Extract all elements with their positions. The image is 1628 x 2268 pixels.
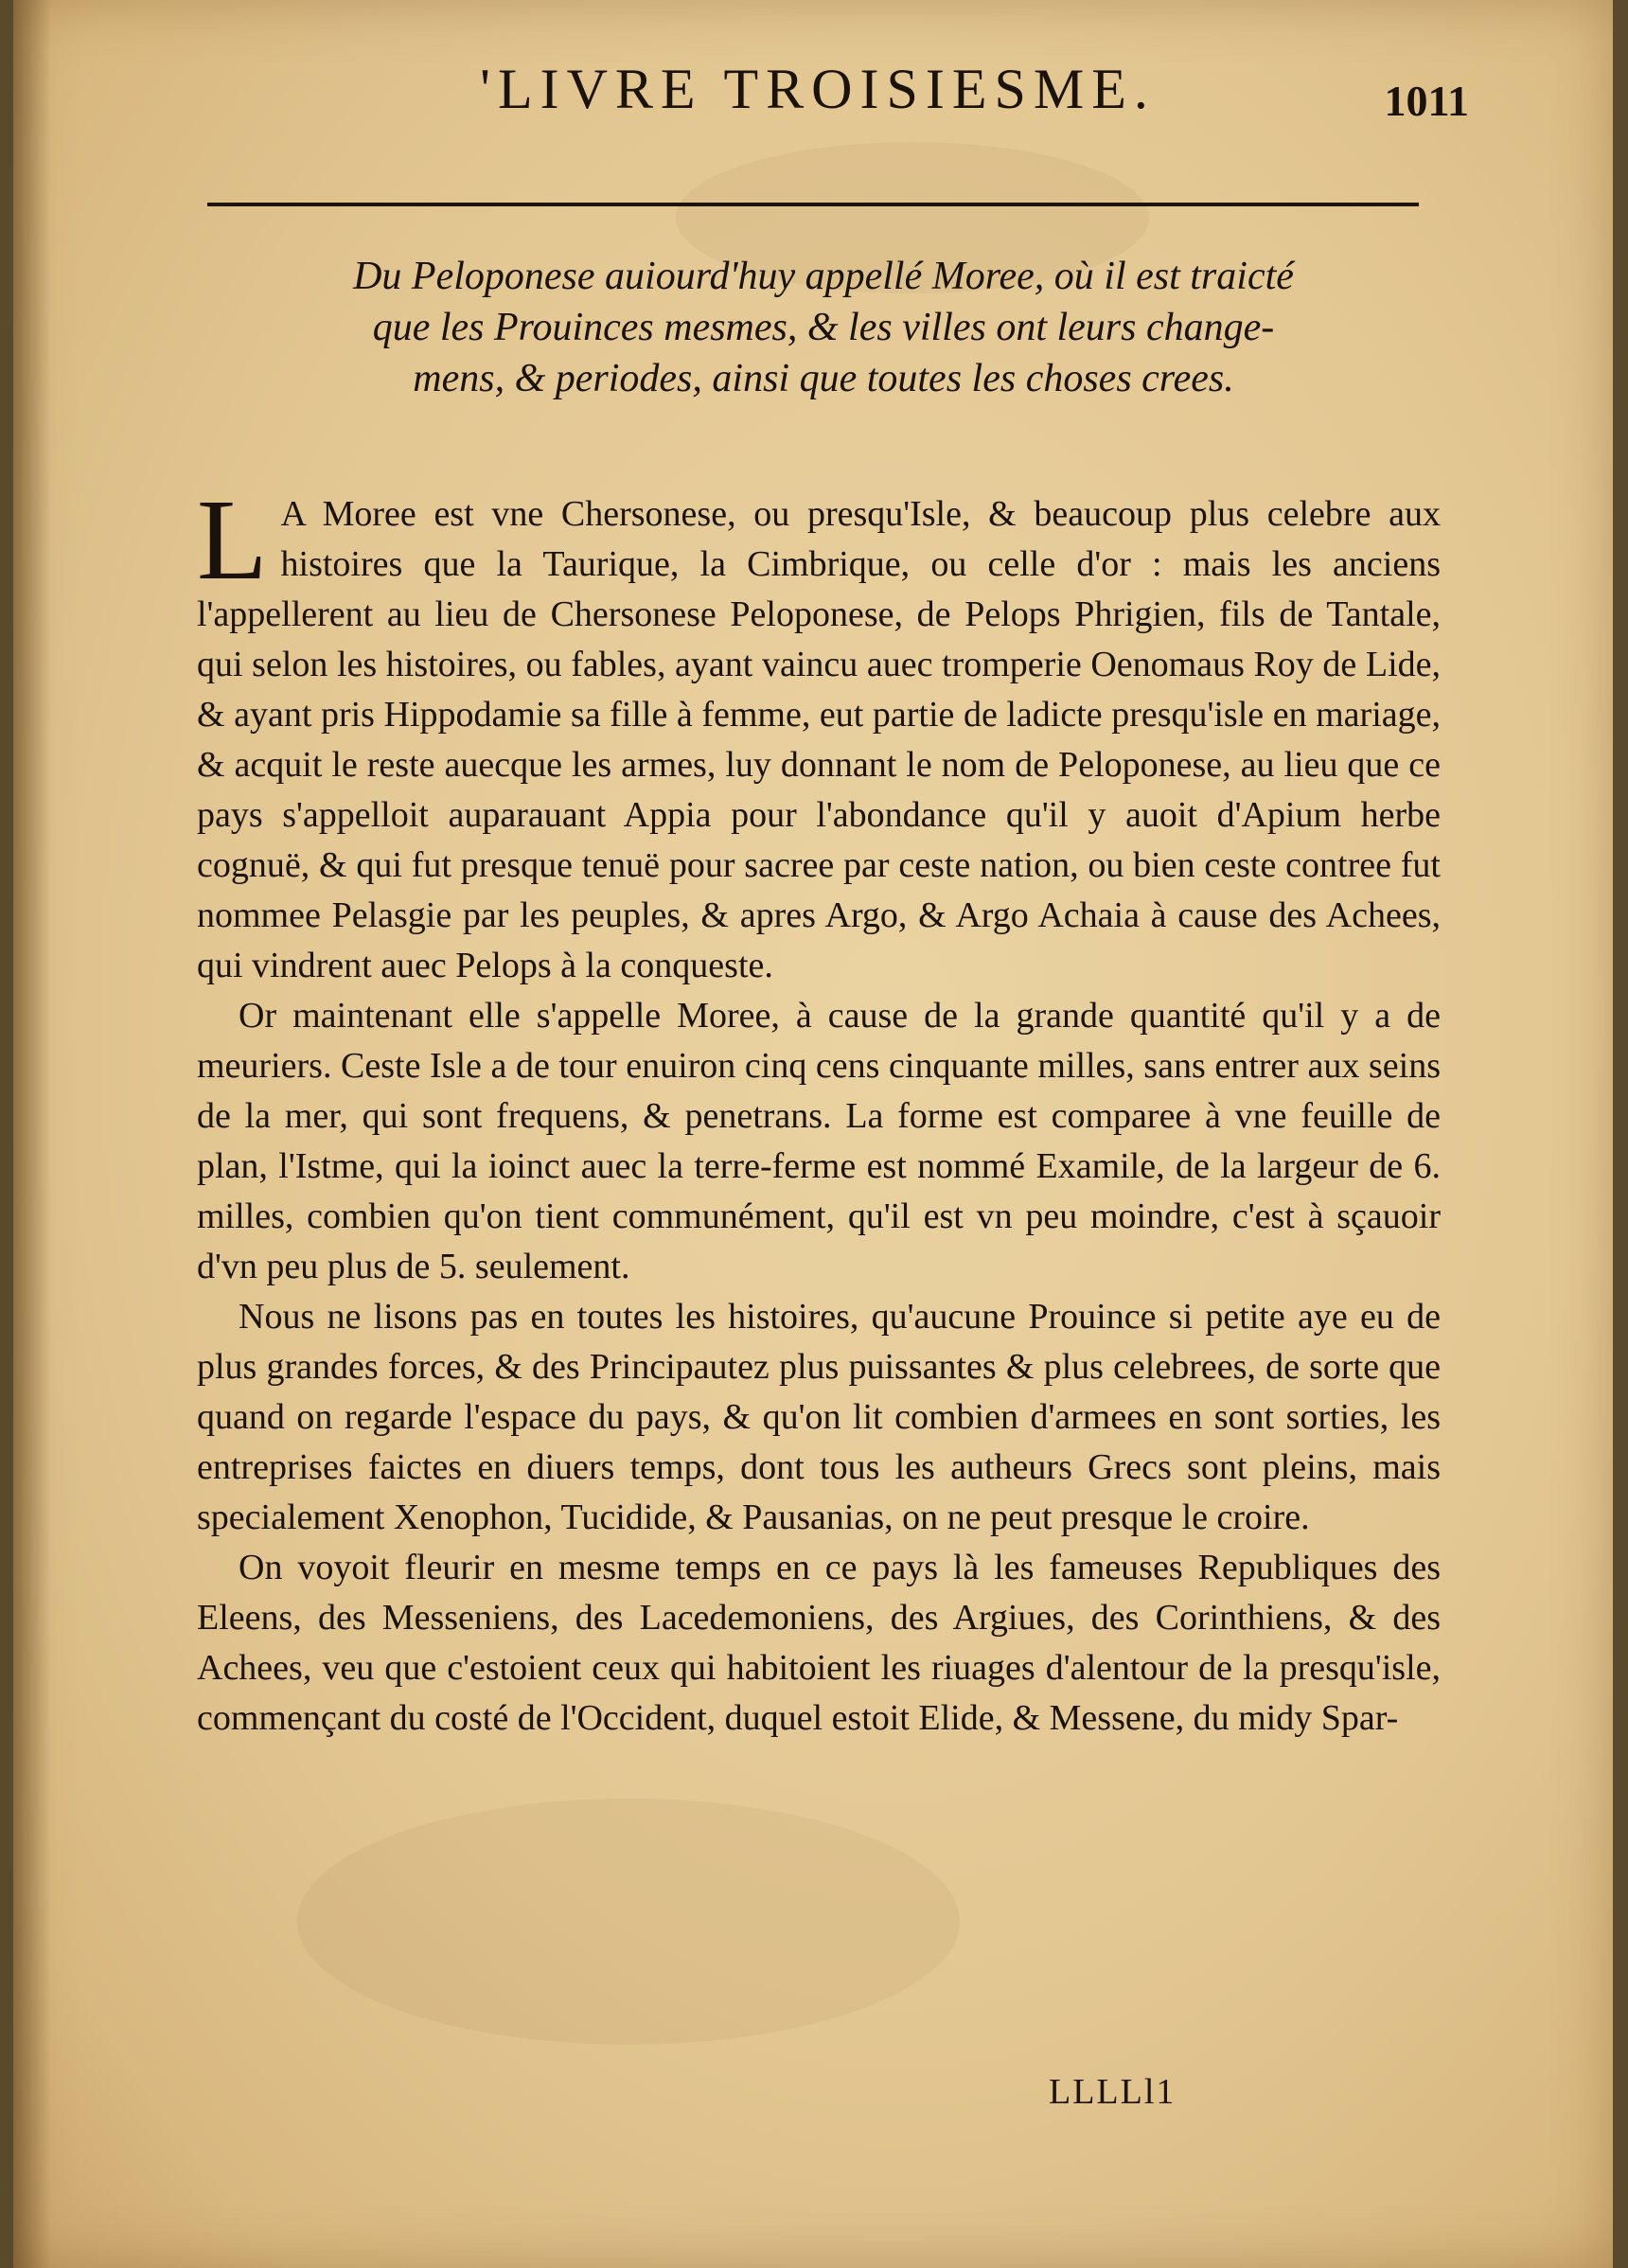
heading-line: que les Prouinces mesmes, & les villes ont leurs change- — [372, 306, 1275, 349]
paragraph-text: A Moree est vne Chersonese, ou presqu'Isle, & beaucoup plus celebre aux histoires que la Taurique, la Cimbrique, ou celle d'or : mais les anciens l'appellerent au lieu de Chersonese Peloponese, de Pelops Phrigien, fils de Tantale, qui selon les histoires, ou fables, ayant vaincu auec tromperie Oenomaus Roy de Lide, & ayant pris Hippodamie sa fille à femme, eut partie de ladicte presqu'isle en mariage, & acquit le reste auecque les armes, luy donnant le nom de Peloponese, au lieu que ce pays s'appelloit auparauant Appia pour l'abondance qu'il y auoit d'Apium herbe cognuë, & qui fut presque tenuë pour sacree par ceste nation, ou bien ceste contree fut nommee Pelasgie par les peuples, & apres Argo, & Argo Achaia à cause des Achees, qui vindrent auec Pelops à la conqueste. — [197, 494, 1441, 985]
heading-line: mens, & periodes, ainsi que toutes les choses crees. — [413, 357, 1234, 400]
page-number: 1011 — [1384, 77, 1469, 125]
running-head: 'LIVRE TROISIESME. — [480, 58, 1156, 120]
paragraph: Or maintenant elle s'appelle Moree, à cause de la grande quantité qu'il y a de meuriers. Ceste Isle a de tour enuiron cinq cens cinquante milles, sans entrer aux seins de la mer, qui sont frequens, & penetrans. La forme est comparee à vne feuille de plan, l'Istme, qui la ioinct auec la terre-ferme est nommé Examile, de la largeur de 6. milles, combien qu'on tient communément, qu'il est vn peu moindre, c'est à sçauoir d'vn peu plus de 5. seulement. — [197, 996, 1441, 1286]
paragraph — [197, 476, 1441, 991]
paper-stain — [297, 1798, 960, 2045]
heading-line: Du Peloponese auiourd'huy appellé Moree, où il est traicté — [353, 255, 1294, 298]
header-rule — [207, 203, 1419, 206]
gutter-shadow — [13, 0, 51, 2268]
chapter-heading — [199, 251, 1448, 404]
paragraph: Nous ne lisons pas en toutes les histoires, qu'aucune Prouince si petite aye eu de plus grandes forces, & des Principautez plus puissantes & plus celebrees, de sorte que quand on regarde l'espace du pays, & qu'on lit combien d'armees en sont sorties, les entreprises faictes en diuers temps, dont tous les autheurs Grecs sont pleins, mais specialement Xenophon, Tucidide, & Pausanias, on ne peut presque le croire. — [197, 1297, 1441, 1537]
body-text — [197, 476, 1441, 1744]
book-page — [13, 0, 1613, 2268]
drop-cap: L — [197, 476, 268, 604]
signature-mark: LLLLl1 — [1049, 2072, 1177, 2112]
paragraph: On voyoit fleurir en mesme temps en ce pays là les fameuses Republiques des Eleens, des Messeniens, des Lacedemoniens, des Argiues, des Corinthiens, & des Achees, veu que c'estoient ceux qui habitoient les riuages d'alentour de la presqu'isle, commençant du costé de l'Occident, duquel estoit Elide, & Messene, du midy Spar- — [197, 1548, 1441, 1738]
